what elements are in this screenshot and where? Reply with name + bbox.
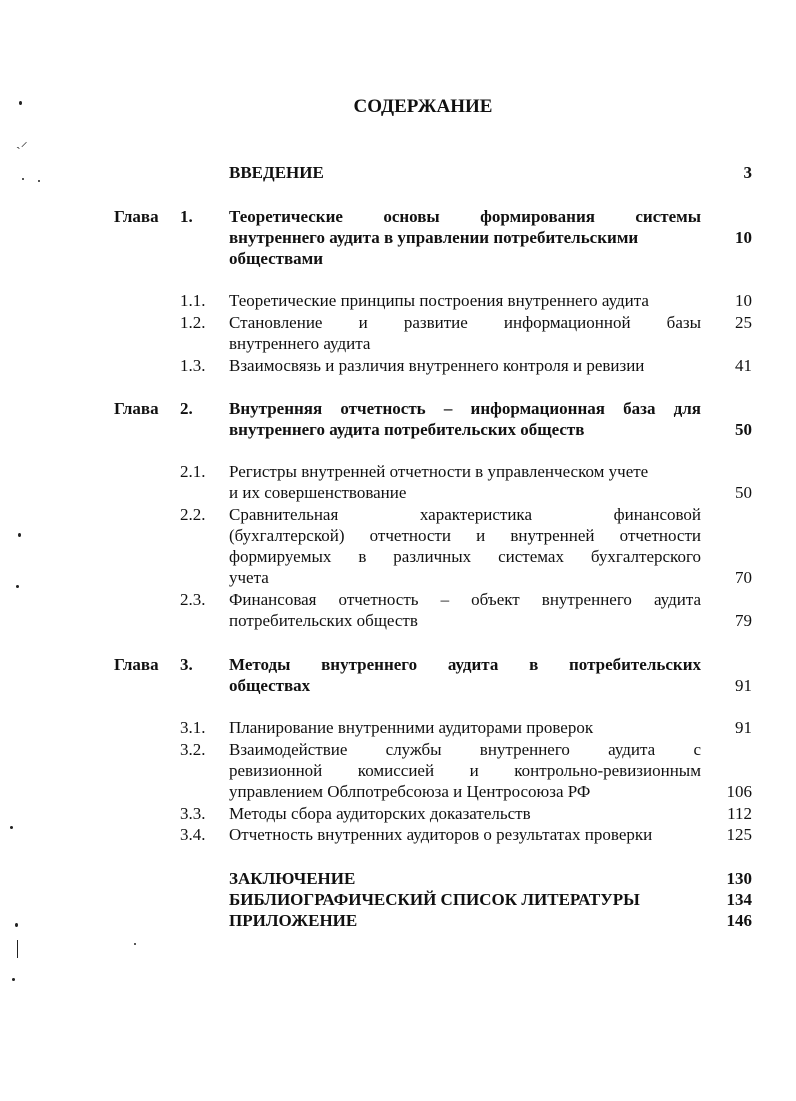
section-2-1-title: Регистры внутренней отчетности в управленческом учете (229, 462, 649, 481)
section-3-4-title: Отчетность внутренних аудиторов о результатах проверки (229, 825, 653, 844)
section-3-4-number: 3.4. (180, 825, 206, 844)
section-1-3-number: 1.3. (180, 356, 206, 375)
section-2-3-title: потребительских обществ (229, 611, 418, 630)
chapter-3-title-line: обществах (229, 676, 311, 695)
scan-speck (17, 940, 18, 958)
section-1-2-number: 1.2. (180, 313, 206, 332)
section-1-2-page: 25 (735, 313, 752, 332)
appendix-page: 146 (726, 911, 752, 930)
chapter-1-title-line: внутреннего аудита в управлении потребительскими (229, 228, 639, 247)
chapter-2-page: 50 (735, 420, 752, 439)
section-2-2-number: 2.2. (180, 505, 206, 524)
section-1-1-number: 1.1. (180, 291, 206, 310)
chapter-3-title-line: Методы внутреннего аудита в потребительских (229, 655, 701, 674)
section-2-2-title: формируемых в различных системах бухгалтерского (229, 547, 701, 566)
appendix-label: ПРИЛОЖЕНИЕ (229, 911, 358, 930)
section-1-2-title: внутреннего аудита (229, 334, 371, 353)
section-1-2-title: Становление и развитие информационной базы (229, 313, 701, 332)
bibliography-page: 134 (726, 890, 752, 909)
chapter-2-title-line: внутреннего аудита потребительских обществ (229, 420, 585, 439)
section-3-2-title: управлением Облпотребсоюза и Центросоюза РФ (229, 782, 591, 801)
conclusion-label: ЗАКЛЮЧЕНИЕ (229, 869, 356, 888)
bibliography-label: БИБЛИОГРАФИЧЕСКИЙ СПИСОК ЛИТЕРАТУРЫ (229, 890, 640, 909)
section-3-2-page: 106 (726, 782, 752, 801)
chapter-1-title-line: обществами (229, 249, 324, 268)
section-2-1-page: 50 (735, 483, 752, 502)
section-3-3-title: Методы сбора аудиторских доказательств (229, 804, 531, 823)
section-2-3-page: 79 (735, 611, 752, 630)
section-3-4-page: 125 (726, 825, 752, 844)
chapter-2-title-line: Внутренняя отчетность – информационная база для (229, 399, 701, 418)
intro-label: ВВЕДЕНИЕ (229, 163, 324, 182)
section-1-3-title: Взаимосвязь и различия внутреннего контроля и ревизии (229, 356, 645, 375)
scan-speck (134, 943, 136, 945)
chapter-1-number: 1. (180, 207, 193, 226)
page-title: СОДЕРЖАНИЕ (353, 96, 493, 117)
chapter-3-page: 91 (735, 676, 752, 695)
intro-page: 3 (743, 163, 752, 182)
chapter-3-prefix: Глава (114, 655, 159, 674)
section-3-2-number: 3.2. (180, 740, 206, 759)
section-1-1-title: Теоретические принципы построения внутреннего аудита (229, 291, 649, 310)
chapter-3-number: 3. (180, 655, 193, 674)
chapter-1-prefix: Глава (114, 207, 159, 226)
scan-speck (12, 978, 15, 981)
section-2-1-number: 2.1. (180, 462, 206, 481)
section-2-2-title: Сравнительная характеристика финансовой (229, 505, 701, 524)
section-2-3-title: Финансовая отчетность – объект внутреннего аудита (229, 590, 701, 609)
chapter-2-prefix: Глава (114, 399, 159, 418)
scan-speck (38, 180, 40, 182)
section-2-3-number: 2.3. (180, 590, 206, 609)
section-3-2-title: ревизионной комиссией и контрольно-ревизионным (229, 761, 701, 780)
section-1-3-page: 41 (735, 356, 752, 375)
section-3-3-page: 112 (727, 804, 752, 823)
scan-mark: ˏ⸝ (16, 135, 28, 150)
section-3-2-title: Взаимодействие службы внутреннего аудита с (229, 740, 701, 759)
scan-speck (22, 178, 24, 180)
scan-speck (18, 533, 21, 537)
section-2-2-title: учета (229, 568, 269, 587)
section-3-3-number: 3.3. (180, 804, 206, 823)
section-3-1-title: Планирование внутренними аудиторами проверок (229, 718, 594, 737)
scan-speck (16, 585, 19, 588)
chapter-1-title-line: Теоретические основы формирования системы (229, 207, 701, 226)
section-3-1-number: 3.1. (180, 718, 206, 737)
section-1-1-page: 10 (735, 291, 752, 310)
chapter-1-page: 10 (735, 228, 752, 247)
chapter-2-number: 2. (180, 399, 193, 418)
section-2-1-title: и их совершенствование (229, 483, 407, 502)
section-2-2-page: 70 (735, 568, 752, 587)
section-2-2-title: (бухгалтерской) отчетности и внутренней отчетности (229, 526, 701, 545)
scan-speck (15, 923, 18, 927)
scan-speck (10, 826, 13, 829)
section-3-1-page: 91 (735, 718, 752, 737)
conclusion-page: 130 (726, 869, 752, 888)
